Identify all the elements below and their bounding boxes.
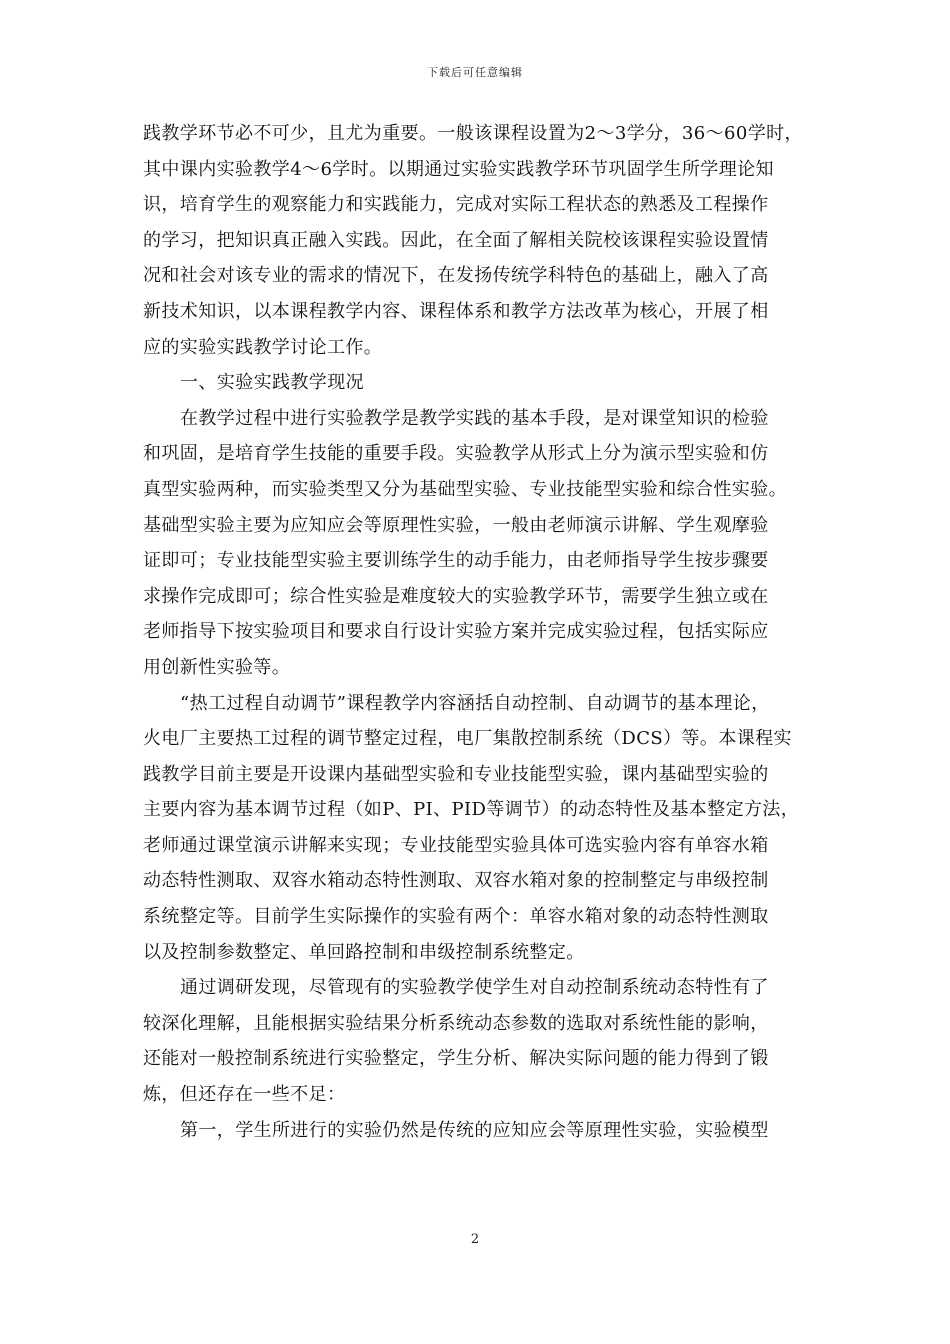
text-line: 识，培育学生的观察能力和实践能力，完成对实际工程状态的熟悉及工程操作 [143,194,769,216]
text-line: 一、实验实践教学现况 [180,372,364,394]
text-line: “热工过程自动调节”课程教学内容涵括自动控制、自动调节的基本理论， [180,692,770,714]
text-line: 践教学目前主要是开设课内基础型实验和专业技能型实验，课内基础型实验的 [143,763,769,785]
text-line: 用创新性实验等。 [143,656,291,678]
text-line: 求操作完成即可；综合性实验是难度较大的实验教学环节，需要学生独立或在 [143,585,769,607]
page-header-watermark: 下载后可任意编辑 [427,66,523,79]
text-line: 火电厂主要热工过程的调节整定过程，电厂集散控制系统（DCS）等。本课程实 [143,728,792,750]
text-line: 践教学环节必不可少，且尤为重要。一般该课程设置为2～3学分，36～60学时， [143,123,803,144]
text-line: 其中课内实验教学4～6学时。以期通过实验实践教学环节巩固学生所学理论知 [143,158,774,180]
document-body [143,116,811,1148]
text-line: 以及控制参数整定、单回路控制和串级控制系统整定。 [143,941,585,963]
text-line: 老师通过课堂演示讲解来实现；专业技能型实验具体可选实验内容有单容水箱 [143,834,769,856]
text-line: 况和社会对该专业的需求的情况下，在发扬传统学科特色的基础上，融入了高 [143,265,769,287]
text-line: 还能对一般控制系统进行实验整定，学生分析、解决实际问题的能力得到了锻 [143,1048,769,1070]
text-line: 和巩固，是培育学生技能的重要手段。实验教学从形式上分为演示型实验和仿 [143,443,769,465]
text-line: 第一，学生所进行的实验仍然是传统的应知应会等原理性实验，实验模型 [180,1119,769,1141]
text-line: 通过调研发现，尽管现有的实验教学使学生对自动控制系统动态特性有了 [180,977,769,999]
text-line: 在教学过程中进行实验教学是教学实践的基本手段，是对课堂知识的检验 [180,407,769,429]
text-line: 较深化理解，且能根据实验结果分析系统动态参数的选取对系统性能的影响， [143,1012,769,1034]
text-line: 动态特性测取、双容水箱动态特性测取、双容水箱对象的控制整定与串级控制 [143,870,769,892]
text-line: 老师指导下按实验项目和要求自行设计实验方案并完成实验过程，包括实际应 [143,621,769,643]
text-line: 的学习，把知识真正融入实践。因此，在全面了解相关院校该课程实验设置情 [143,229,769,251]
text-line: 主要内容为基本调节过程（如P、PI、PID等调节）的动态特性及基本整定方法， [143,799,800,821]
text-line: 基础型实验主要为应知应会等原理性实验，一般由老师演示讲解、学生观摩验 [143,514,769,536]
page-number: 2 [470,1232,480,1247]
text-line: 证即可；专业技能型实验主要训练学生的动手能力，由老师指导学生按步骤要 [143,550,769,572]
text-line: 炼，但还存在一些不足： [143,1084,346,1106]
text-line: 系统整定等。目前学生实际操作的实验有两个：单容水箱对象的动态特性测取 [143,906,769,928]
text-line: 应的实验实践教学讨论工作。 [143,336,383,358]
text-line: 真型实验两种，而实验类型又分为基础型实验、专业技能型实验和综合性实验。 [143,478,787,500]
text-line: 新技术知识，以本课程教学内容、课程体系和教学方法改革为核心，开展了相 [143,300,769,322]
